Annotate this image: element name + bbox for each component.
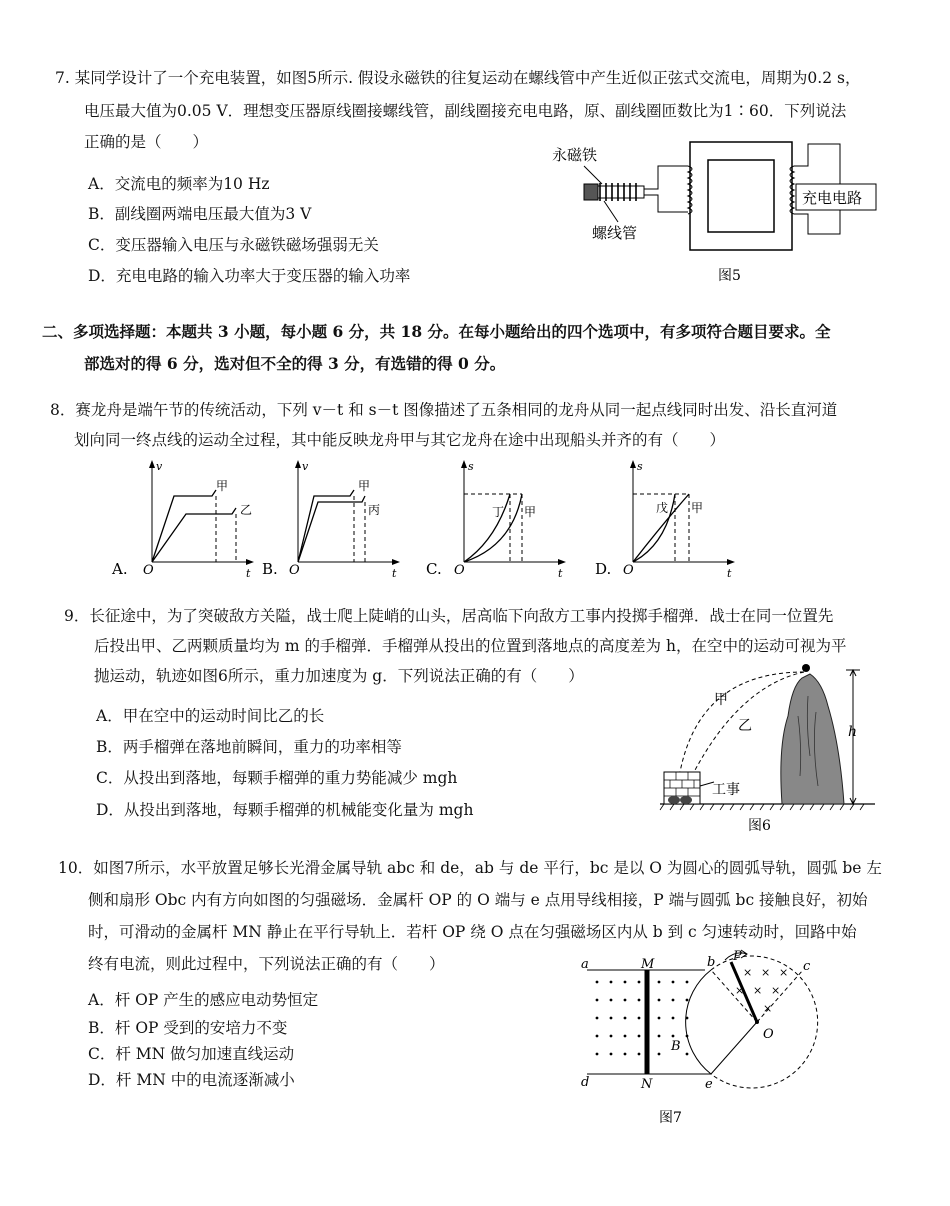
q10-option-d[interactable]: D．杆 MN 中的电流逐渐减小 (88, 1071, 295, 1089)
figure-label: 工事 (712, 782, 740, 798)
figure-label: s (637, 460, 643, 473)
figure-label: 甲 (524, 505, 537, 519)
figure-label: h (848, 724, 858, 740)
figure-label: O (763, 1027, 774, 1042)
figure-label: e (705, 1077, 713, 1092)
q9-line-2: 后投出甲、乙两颗质量均为 m 的手榴弹．手榴弹从投出的位置到落地点的高度差为 h，在空中的运动可视为平 (94, 637, 847, 655)
figure-label: O (289, 563, 300, 578)
q7-line-1: 7. 某同学设计了一个充电装置，如图5所示. 假设永磁铁的往复运动在螺线管中产生近似正弦式交流电，周期为0.2 s， (55, 69, 861, 87)
figure-label: a (581, 957, 589, 972)
graph-a[interactable] (112, 456, 262, 581)
q10-option-c[interactable]: C．杆 MN 做匀加速直线运动 (88, 1045, 295, 1063)
figure-5 (540, 138, 900, 288)
figure-label: 甲 (714, 692, 728, 708)
figure-label: A. (112, 560, 128, 578)
figure-label: t (246, 567, 251, 580)
figure-label: 丁 (492, 505, 505, 519)
mountain (781, 674, 844, 804)
label-solenoid: 螺线管 (592, 224, 638, 242)
figure-7 (575, 948, 845, 1130)
figure-6 (660, 656, 880, 838)
q9-option-a[interactable]: A．甲在空中的运动时间比乙的长 (96, 707, 325, 725)
fortification (664, 772, 700, 804)
label-magnet: 永磁铁 (552, 146, 598, 164)
svg-text:×: × (771, 984, 781, 997)
figure-label: b (707, 955, 716, 970)
q8-line-2: 划向同一终点线的运动全过程，其中能反映龙舟甲与其它龙舟在途中出现船头并齐的有（ ） (74, 431, 726, 449)
q8-line-1: 8．赛龙舟是端午节的传统活动，下列 v－t 和 s－t 图像描述了五条相同的龙舟从同一起点线同时出发、沿长直河道 (50, 401, 838, 419)
figure-label: 戊 (656, 501, 669, 515)
solenoid-coil (600, 183, 636, 201)
q10-line-3: 时，可滑动的金属杆 MN 静止在平行导轨上．若杆 OP 绕 O 点在匀强磁场区内从 b 到 c 匀速转动时，回路中始 (88, 923, 857, 941)
figure-label: 乙 (240, 503, 253, 517)
q10-line-4: 终有电流，则此过程中，下列说法正确的有（ ） (88, 955, 445, 973)
section2-heading-1: 二、多项选择题：本题共 3 小题，每小题 6 分，共 18 分。在每小题给出的四个选项中，有多项符合题目要求。全 (42, 322, 831, 341)
label-charging-circuit: 充电电路 (802, 189, 863, 207)
figure-label: 甲 (216, 479, 229, 493)
figure-label: 乙 (738, 718, 752, 734)
figure-label: D. (595, 560, 612, 578)
figure-label: 丙 (368, 503, 381, 517)
q10-option-b[interactable]: B．杆 OP 受到的安培力不变 (88, 1019, 288, 1037)
svg-text:×: × (761, 966, 771, 979)
graph-d[interactable] (595, 456, 745, 581)
q7-option-b[interactable]: B．副线圈两端电压最大值为3 V (88, 205, 312, 223)
q9-line-3: 抛运动，轨迹如图6所示，重力加速度为 g．下列说法正确的有（ ） (94, 667, 584, 685)
figure-label: M (641, 957, 655, 972)
figure-label: O (623, 563, 634, 578)
figure-7-caption: 图7 (659, 1110, 682, 1126)
figure-label: O (143, 563, 154, 578)
figure-label: d (581, 1075, 590, 1090)
figure-label: P (733, 949, 742, 964)
figure-label: C. (426, 560, 442, 578)
figure-label: 甲 (691, 501, 704, 515)
graph-b[interactable] (262, 456, 412, 581)
magnet-bar (584, 184, 598, 200)
figure-label: t (392, 567, 397, 580)
svg-text:×: × (779, 966, 789, 979)
graph-c[interactable] (426, 456, 576, 581)
arc-be (686, 970, 711, 1074)
q9-option-c[interactable]: C．从投出到落地，每颗手榴弹的重力势能减少 mgh (96, 769, 458, 787)
section2-heading-2: 部选对的得 6 分，选对但不全的得 3 分，有选错的得 0 分。 (84, 354, 506, 373)
q7-option-a[interactable]: A．交流电的频率为10 Hz (88, 175, 270, 193)
svg-text:×: × (753, 984, 763, 997)
figure-label: s (468, 460, 474, 473)
figure-label: c (803, 959, 811, 974)
figure-label: N (641, 1077, 653, 1092)
q7-option-d[interactable]: D．充电电路的输入功率大于变压器的输入功率 (88, 267, 411, 285)
figure-label: v (302, 460, 309, 473)
q10-line-1: 10．如图7所示，水平放置足够长光滑金属导轨 abc 和 de，ab 与 de 平行，bc 是以 O 为圆心的圆弧导轨，圆弧 be 左 (58, 859, 882, 877)
q7-line-3: 正确的是（ ） (84, 133, 209, 151)
figure-5-caption: 图5 (718, 268, 741, 284)
figure-label: B. (262, 560, 278, 578)
figure-label: v (156, 460, 163, 473)
svg-text:×: × (735, 984, 745, 997)
figure-label: B (671, 1039, 681, 1054)
svg-text:×: × (763, 1002, 773, 1015)
q9-option-d[interactable]: D．从投出到落地，每颗手榴弹的机械能变化量为 mgh (96, 801, 474, 819)
q7-line-2: 电压最大值为0.05 V．理想变压器原线圈接螺线管，副线圈接充电电路，原、副线圈匝数比为1∶60．下列说法 (84, 102, 847, 120)
q10-option-a[interactable]: A．杆 OP 产生的感应电动势恒定 (88, 991, 319, 1009)
figure-label: O (454, 563, 465, 578)
q9-option-b[interactable]: B．两手榴弹在落地前瞬间，重力的功率相等 (96, 738, 402, 756)
figure-6-caption: 图6 (748, 818, 771, 834)
q9-line-1: 9．长征途中，为了突破敌方关隘，战士爬上陡峭的山头，居高临下向敌方工事内投掷手榴弹．战士在同一位置先 (64, 607, 834, 625)
svg-text:×: × (743, 966, 753, 979)
transformer-core (690, 142, 792, 250)
q7-option-c[interactable]: C．变压器输入电压与永磁铁磁场强弱无关 (88, 236, 379, 254)
figure-label: t (558, 567, 563, 580)
figure-label: 甲 (358, 479, 371, 493)
q10-line-2: 侧和扇形 Obc 内有方向如图的匀强磁场．金属杆 OP 的 O 端与 e 点用导线相接，P 端与圆弧 bc 接触良好，初始 (88, 891, 868, 909)
figure-label: t (727, 567, 732, 580)
magnetic-field-crosses (735, 966, 788, 1015)
